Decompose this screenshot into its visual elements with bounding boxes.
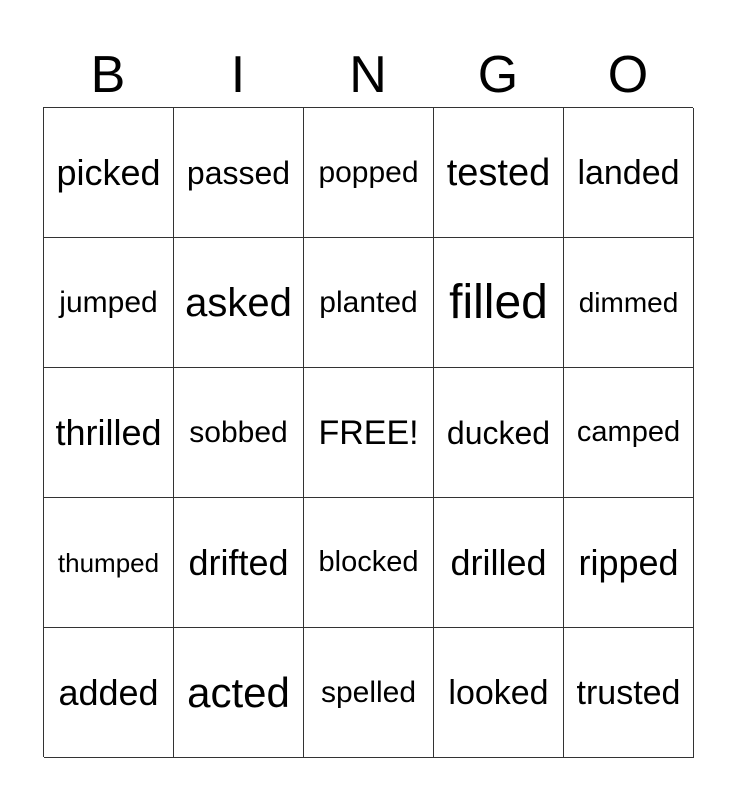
bingo-cell[interactable]: asked — [174, 238, 304, 368]
bingo-cell[interactable]: passed — [174, 108, 304, 238]
bingo-cell[interactable]: blocked — [304, 498, 434, 628]
bingo-cell[interactable]: filled — [434, 238, 564, 368]
bingo-cell[interactable]: drilled — [434, 498, 564, 628]
bingo-cell[interactable]: added — [44, 628, 174, 758]
bingo-cell[interactable]: looked — [434, 628, 564, 758]
bingo-cell[interactable]: landed — [564, 108, 694, 238]
bingo-board — [43, 107, 693, 757]
bingo-cell[interactable]: thrilled — [44, 368, 174, 498]
free-space-cell[interactable]: FREE! — [304, 368, 434, 498]
bingo-cell[interactable]: trusted — [564, 628, 694, 758]
bingo-cell[interactable]: ducked — [434, 368, 564, 498]
header-letter-i: I — [230, 46, 246, 104]
bingo-cell[interactable]: jumped — [44, 238, 174, 368]
bingo-cell[interactable]: camped — [564, 368, 694, 498]
bingo-cell[interactable]: planted — [304, 238, 434, 368]
bingo-cell[interactable]: sobbed — [174, 368, 304, 498]
bingo-cell[interactable]: dimmed — [564, 238, 694, 368]
bingo-cell[interactable]: acted — [174, 628, 304, 758]
bingo-cell[interactable]: popped — [304, 108, 434, 238]
header-letter-b: B — [90, 46, 126, 104]
bingo-header — [43, 44, 693, 106]
bingo-cell[interactable]: drifted — [174, 498, 304, 628]
header-letter-o: O — [607, 46, 649, 104]
bingo-cell[interactable]: thumped — [44, 498, 174, 628]
bingo-cell[interactable]: ripped — [564, 498, 694, 628]
header-letter-g: G — [477, 46, 519, 104]
bingo-cell[interactable]: picked — [44, 108, 174, 238]
bingo-cell[interactable]: spelled — [304, 628, 434, 758]
bingo-cell[interactable]: tested — [434, 108, 564, 238]
header-letter-n: N — [349, 46, 387, 104]
